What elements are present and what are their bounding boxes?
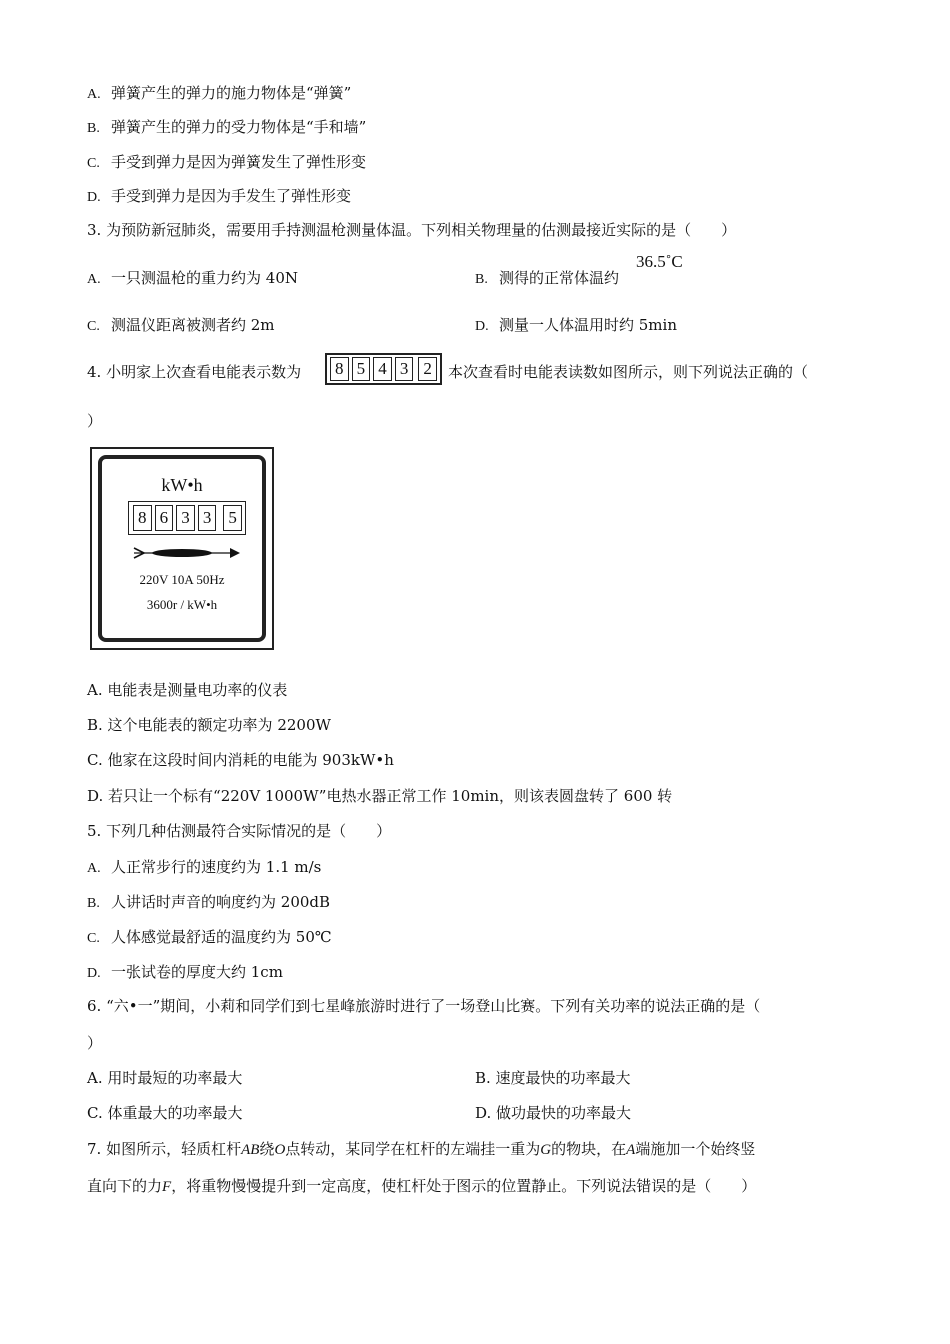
meter-spec-revolutions: 3600r / kW•h xyxy=(146,597,218,612)
q6-option-c: C. 体重最大的功率最大 xyxy=(87,1104,243,1122)
q6-stem-close: ） xyxy=(87,1034,103,1052)
q3-option-c xyxy=(87,315,275,337)
option-letter: C. xyxy=(87,156,100,171)
q2-option-d xyxy=(87,186,351,208)
q3-option-a xyxy=(87,268,298,290)
q3-stem: 3. 为预防新冠肺炎，需要用手持测温枪测量体温。下列相关物理量的估测最接近实际的是（ ） xyxy=(87,221,737,239)
option-text: 弹簧产生的弹力的受力物体是“手和墙” xyxy=(111,118,367,136)
option-letter: D. xyxy=(475,319,489,334)
q5-option-c xyxy=(87,927,332,949)
stem-text: 端施加一个始终竖 xyxy=(635,1140,756,1158)
stem-text: 7. 如图所示，轻质杠杆 xyxy=(87,1140,242,1158)
reading-digit-decimal: 2 xyxy=(418,357,437,381)
stem-text: 的物块，在 xyxy=(551,1140,627,1158)
option-letter: A. xyxy=(87,87,101,102)
stem-text: ，将重物慢慢提升到一定高度，使杠杆处于图示的位置静止。下列说法错误的是（ ） xyxy=(171,1177,757,1195)
option-letter: C. xyxy=(87,931,100,946)
q7-stem-line1 xyxy=(87,1139,755,1160)
q2-option-a xyxy=(87,83,351,105)
reading-digit: 3 xyxy=(395,357,414,381)
meter-unit: kW•h xyxy=(161,475,203,495)
previous-meter-reading xyxy=(325,353,442,385)
stem-text: 绕 xyxy=(259,1140,275,1158)
meter-digit-decimal: 5 xyxy=(223,505,242,531)
end-label: A xyxy=(626,1142,636,1158)
lever-label: AB xyxy=(241,1142,260,1158)
option-text: 人讲话时声音的响度约为 200dB xyxy=(111,893,331,911)
option-text: 人正常步行的速度约为 1.1 m/s xyxy=(111,858,322,876)
meter-spec-rating: 220V 10A 50Hz xyxy=(139,572,225,587)
q6-option-a: A. 用时最短的功率最大 xyxy=(87,1069,243,1087)
q7-stem-line2 xyxy=(87,1176,756,1197)
q4-option-c: C. 他家在这段时间内消耗的电能为 903kW•h xyxy=(87,751,394,769)
q3-option-b xyxy=(475,268,619,290)
option-text: 手受到弹力是因为弹簧发生了弹性形变 xyxy=(111,153,367,171)
electric-meter-figure xyxy=(90,447,274,650)
q5-option-a xyxy=(87,857,321,879)
meter-digit: 3 xyxy=(198,505,217,531)
q5-option-d xyxy=(87,962,283,984)
pivot-label: O xyxy=(274,1142,286,1158)
option-letter: B. xyxy=(475,272,488,287)
q4-stem-after: 本次查看时电能表读数如图所示，则下列说法正确的（ xyxy=(448,363,809,381)
reading-digit: 5 xyxy=(352,357,371,381)
option-text: 一张试卷的厚度大约 1cm xyxy=(111,963,283,981)
option-letter: A. xyxy=(87,272,101,287)
temperature-value: 36.5˚C xyxy=(636,252,683,271)
meter-digits xyxy=(128,501,246,535)
option-letter: D. xyxy=(87,966,101,981)
rotating-disc-arrow-icon xyxy=(132,542,244,564)
option-text: 测得的正常体温约 xyxy=(499,269,620,287)
option-text: 测温仪距离被测者约 2m xyxy=(111,316,275,334)
option-letter: D. xyxy=(87,190,101,205)
q4-stem-before: 4. 小明家上次查看电能表示数为 xyxy=(87,363,302,381)
q3-option-d xyxy=(475,315,677,337)
q4-option-b: B. 这个电能表的额定功率为 2200W xyxy=(87,716,331,734)
option-letter: B. xyxy=(87,896,100,911)
q4-option-a: A. 电能表是测量电功率的仪表 xyxy=(87,681,288,699)
reading-digit: 4 xyxy=(373,357,392,381)
option-text: 测量一人体温用时约 5min xyxy=(499,316,677,334)
force-label: F xyxy=(162,1179,172,1195)
q5-option-b xyxy=(87,892,330,914)
option-letter: A. xyxy=(87,861,101,876)
q2-option-b xyxy=(87,117,366,139)
meter-face xyxy=(98,455,266,642)
option-text: 弹簧产生的弹力的施力物体是“弹簧” xyxy=(111,84,352,102)
option-letter: B. xyxy=(87,121,100,136)
stem-text: 直向下的力 xyxy=(87,1177,163,1195)
q2-option-c xyxy=(87,152,366,174)
weight-label: G xyxy=(540,1142,552,1158)
q6-option-b: B. 速度最快的功率最大 xyxy=(475,1069,631,1087)
option-text: 人体感觉最舒适的温度约为 50℃ xyxy=(111,928,332,946)
q6-stem: 6. “六•一”期间，小莉和同学们到七星峰旅游时进行了一场登山比赛。下列有关功率的说法正确的是（ xyxy=(87,997,761,1015)
meter-digit: 8 xyxy=(133,505,152,531)
option-text: 一只测温枪的重力约为 40N xyxy=(111,269,298,287)
meter-digit: 3 xyxy=(176,505,195,531)
reading-digit: 8 xyxy=(330,357,349,381)
option-letter: C. xyxy=(87,319,100,334)
meter-digit: 6 xyxy=(155,505,174,531)
q5-stem: 5. 下列几种估测最符合实际情况的是（ ） xyxy=(87,822,392,840)
q4-stem-close: ） xyxy=(87,412,103,430)
q4-option-d: D. 若只让一个标有“220V 1000W”电热水器正常工作 10min，则该表圆盘转了 600 转 xyxy=(87,787,673,805)
q6-option-d: D. 做功最快的功率最大 xyxy=(475,1104,632,1122)
stem-text: 点转动，某同学在杠杆的左端挂一重为 xyxy=(285,1140,541,1158)
option-text: 手受到弹力是因为手发生了弹性形变 xyxy=(111,187,352,205)
